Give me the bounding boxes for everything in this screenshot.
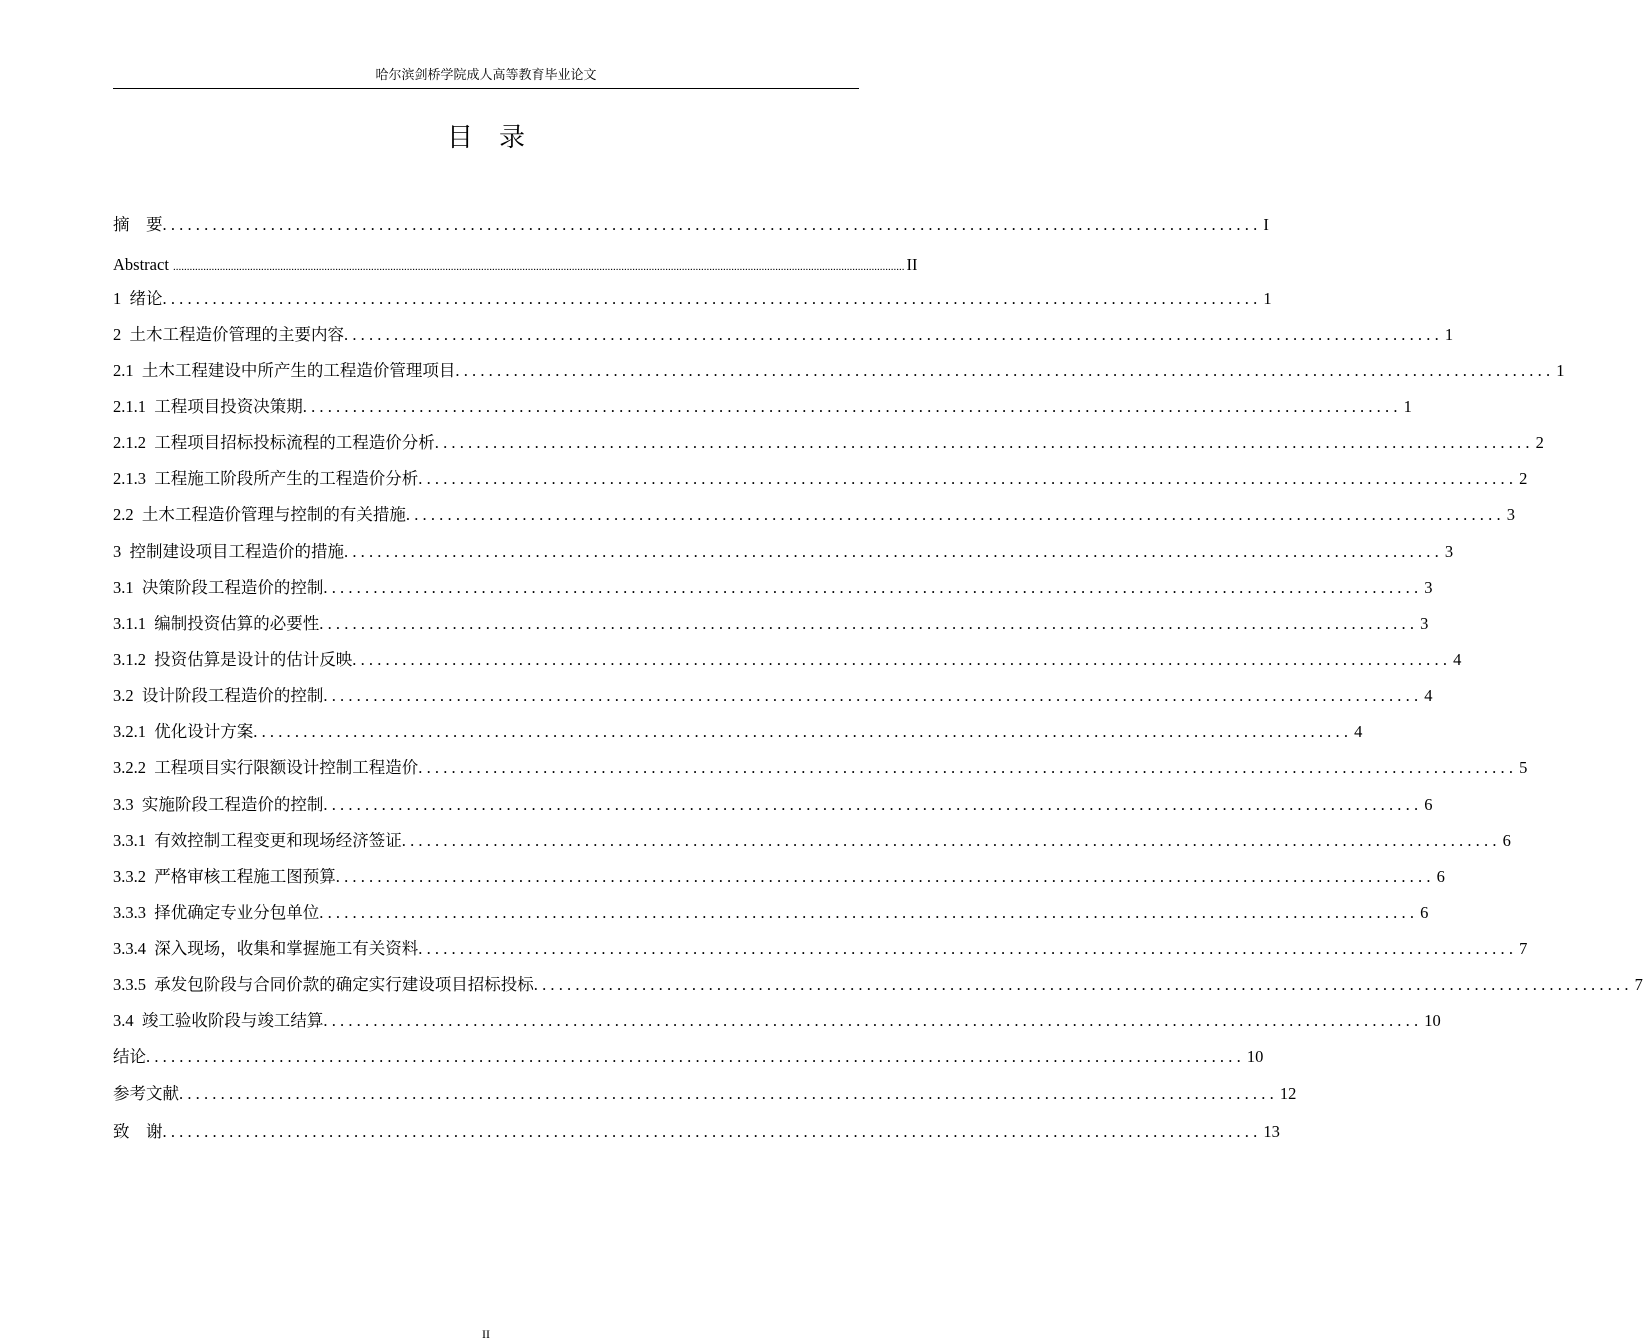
toc-entry-label: 致 谢 xyxy=(113,1122,163,1141)
toc-entry-label: 3.1.1 编制投资估算的必要性 xyxy=(113,614,320,633)
toc-leader-dots: .................................................................................................................................... xyxy=(352,650,1452,669)
toc-entry-page: 4 xyxy=(1424,686,1433,705)
toc-entry-3-1-1[interactable] xyxy=(113,612,1429,636)
toc-entry-2[interactable] xyxy=(113,323,1454,347)
toc-leader-dots: .................................................................................................................................... xyxy=(418,469,1518,488)
toc-entry-label: 结论 xyxy=(113,1047,146,1066)
toc-leader-dots: .................................................................................................................................... xyxy=(302,397,1402,416)
toc-leader-dots: .................................................................................................................................... xyxy=(344,542,1443,561)
toc-entry-label: 3.2 设计阶段工程造价的控制 xyxy=(113,686,324,705)
toc-entry-conclusion[interactable] xyxy=(113,1045,1264,1069)
toc-entry-label: 3.3.2 严格审核工程施工图预算 xyxy=(113,867,336,886)
toc-leader-dots: .................................................................................................................................... xyxy=(401,831,1501,850)
toc-entry-page: 6 xyxy=(1436,867,1445,886)
toc-entry-label: 3.4 竣工验收阶段与竣工结算 xyxy=(113,1011,324,1030)
toc-entry-3[interactable] xyxy=(113,540,1454,564)
toc-entry-label: 2 土木工程造价管理的主要内容 xyxy=(113,325,344,344)
toc-entry-label: 2.1.3 工程施工阶段所产生的工程造价分析 xyxy=(113,469,419,488)
toc-leader-dots: .................................................................................................................................... xyxy=(418,758,1518,777)
toc-entry-page: 4 xyxy=(1354,722,1363,741)
toc-entry-page: 2 xyxy=(1535,433,1544,452)
toc-leader-dots: .................................................................................................................................... xyxy=(335,867,1435,886)
toc-entry-3-1[interactable] xyxy=(113,576,1433,600)
toc-entry-page: 10 xyxy=(1424,1011,1441,1030)
toc-leader-dots: .................................................................................................................................... xyxy=(162,1122,1262,1141)
toc-leader-dots: .................................................................................................................................... xyxy=(533,975,1633,994)
toc-entry-2-1-3[interactable] xyxy=(113,467,1528,491)
toc-leader-dots: .......................................................................................................................................................................................................................................................................... xyxy=(173,261,905,273)
toc-entry-label: 3.3.3 择优确定专业分包单位 xyxy=(113,903,320,922)
toc-entry-page: 3 xyxy=(1506,505,1516,524)
toc-entry-label: 3.3.1 有效控制工程变更和现场经济签证 xyxy=(113,831,402,850)
toc-entry-page: 7 xyxy=(1519,939,1528,958)
toc-title: 目 录 xyxy=(446,123,525,152)
toc-leader-dots: .................................................................................................................................... xyxy=(405,505,1505,524)
toc-entry-label: 3.2.1 优化设计方案 xyxy=(113,722,254,741)
toc-entry-label: 3.3.4 深入现场，收集和掌握施工有关资料 xyxy=(113,939,419,958)
toc-entry-page: 13 xyxy=(1263,1122,1280,1141)
toc-entry-label: 2.2 土木工程造价管理与控制的有关措施 xyxy=(113,505,406,524)
toc-entry-page: I xyxy=(1263,215,1269,234)
toc-leader-dots: .................................................................................................................................... xyxy=(434,433,1534,452)
toc-leader-dots: .................................................................................................................................... xyxy=(323,578,1423,597)
toc-entry-3-3-1[interactable] xyxy=(113,829,1511,853)
toc-leader-dots: .................................................................................................................................... xyxy=(162,289,1262,308)
toc-entry-page: 6 xyxy=(1424,795,1433,814)
toc-leader-dots: .................................................................................................................................... xyxy=(253,722,1353,741)
toc-leader-dots: .................................................................................................................................... xyxy=(455,361,1555,380)
toc-entry-page: 2 xyxy=(1519,469,1528,488)
toc-entry-page: 7 xyxy=(1634,975,1643,994)
toc-entry-3-3-3[interactable] xyxy=(113,901,1429,925)
toc-entry-label: 1 绪论 xyxy=(113,289,163,308)
toc-entry-3-2-2[interactable] xyxy=(113,756,1528,780)
toc-entry-page: 5 xyxy=(1519,758,1528,777)
toc-entry-page: II xyxy=(906,255,918,274)
toc-entry-page: 10 xyxy=(1246,1047,1264,1066)
toc-entry-label: 2.1 土木工程建设中所产生的工程造价管理项目 xyxy=(113,361,456,380)
toc-entry-3-3-4[interactable] xyxy=(113,937,1528,961)
toc-entry-page: 3 xyxy=(1424,578,1433,597)
toc-entry-label: 3.3.5 承发包阶段与合同价款的确定实行建设项目招标投标 xyxy=(113,975,534,994)
toc-entry-page: 3 xyxy=(1420,614,1429,633)
page-number: II xyxy=(482,1327,490,1341)
toc-entry-2-1-2[interactable] xyxy=(113,431,1544,455)
toc-leader-dots: .................................................................................................................................... xyxy=(418,939,1518,958)
toc-leader-dots: .................................................................................................................................... xyxy=(146,1047,1245,1066)
toc-entry-page: 6 xyxy=(1420,903,1429,922)
toc-leader-dots: .................................................................................................................................... xyxy=(344,325,1443,344)
toc-entry-3-1-2[interactable] xyxy=(113,648,1462,672)
toc-entry-page: 1 xyxy=(1444,325,1454,344)
toc-entry-label: Abstract xyxy=(113,255,174,274)
toc-leader-dots: .................................................................................................................................... xyxy=(323,795,1423,814)
toc-entry-3-2[interactable] xyxy=(113,684,1433,708)
toc-entry-1[interactable] xyxy=(113,287,1272,311)
toc-entry-page: 4 xyxy=(1453,650,1462,669)
toc-entry-3-2-1[interactable] xyxy=(113,720,1363,744)
toc-entry-page: 1 xyxy=(1556,361,1565,380)
running-header: 哈尔滨剑桥学院成人高等教育毕业论文 xyxy=(375,67,597,82)
toc-entry-label: 3.2.2 工程项目实行限额设计控制工程造价 xyxy=(113,758,419,777)
toc-entry-2-2[interactable] xyxy=(113,503,1516,527)
toc-entry-page: 1 xyxy=(1263,289,1272,308)
toc-entry-page: 6 xyxy=(1502,831,1511,850)
toc-entry-3-3[interactable] xyxy=(113,793,1433,817)
toc-entry-3-3-2[interactable] xyxy=(113,865,1445,889)
header-rule xyxy=(113,88,859,89)
toc-leader-dots: .................................................................................................................................... xyxy=(323,686,1423,705)
toc-entry-3-4[interactable] xyxy=(113,1009,1441,1033)
toc-entry-abstract-cn[interactable] xyxy=(113,213,1269,237)
toc-entry-acknowledgements[interactable] xyxy=(113,1120,1280,1144)
toc-leader-dots: .................................................................................................................................... xyxy=(162,215,1262,234)
toc-entry-label: 3.1 决策阶段工程造价的控制 xyxy=(113,578,324,597)
toc-entry-page: 12 xyxy=(1279,1084,1297,1103)
toc-entry-label: 摘 要 xyxy=(113,215,163,234)
toc-entry-2-1[interactable] xyxy=(113,359,1565,383)
toc-entry-page: 1 xyxy=(1403,397,1412,416)
toc-entry-2-1-1[interactable] xyxy=(113,395,1412,419)
toc-entry-label: 3 控制建设项目工程造价的措施 xyxy=(113,542,344,561)
toc-leader-dots: .................................................................................................................................... xyxy=(323,1011,1423,1030)
toc-entry-label: 3.1.2 投资估算是设计的估计反映 xyxy=(113,650,353,669)
toc-entry-label: 2.1.1 工程项目投资决策期 xyxy=(113,397,303,416)
toc-leader-dots: .................................................................................................................................... xyxy=(319,614,1419,633)
toc-entry-label: 参考文献 xyxy=(113,1084,179,1103)
toc-entry-label: 2.1.2 工程项目招标投标流程的工程造价分析 xyxy=(113,433,435,452)
toc-entry-abstract-en[interactable] xyxy=(113,253,918,277)
toc-leader-dots: .................................................................................................................................... xyxy=(319,903,1419,922)
toc-entry-label: 3.3 实施阶段工程造价的控制 xyxy=(113,795,324,814)
toc-entry-references[interactable] xyxy=(113,1082,1297,1106)
toc-entry-3-3-5[interactable] xyxy=(113,973,1643,997)
toc-entry-page: 3 xyxy=(1444,542,1454,561)
toc-leader-dots: .................................................................................................................................... xyxy=(179,1084,1278,1103)
